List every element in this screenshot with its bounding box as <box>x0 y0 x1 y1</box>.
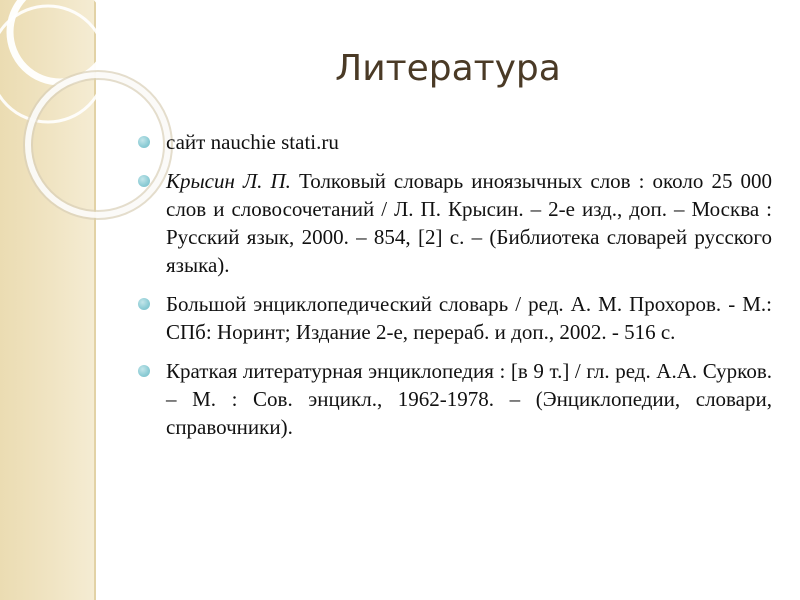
item-text: сайт nauchie stati.ru <box>166 130 339 154</box>
item-author: Крысин Л. П. <box>166 169 291 193</box>
list-item <box>136 357 772 441</box>
bullet-circle-icon <box>138 136 150 148</box>
item-text: Толковый словарь иноязычных слов : около 25 000 слов и словосочетаний / Л. П. Крысин. – 2-е изд., доп. – Москва : Русский язык, 2000. – 854, [2] с. – (Библиотека словарей русского языка). <box>166 169 772 277</box>
bibliography-list <box>136 128 772 452</box>
bullet-circle-icon <box>138 365 150 377</box>
bullet-circle-icon <box>138 298 150 310</box>
list-item <box>136 167 772 279</box>
decorative-ring-thin <box>0 6 106 122</box>
item-text: Краткая литературная энциклопедия : [в 9 т.] / гл. ред. А.А. Сурков. – М. : Сов. энцикл., 1962-1978. – (Энциклопедии, словари, справочники). <box>166 359 772 439</box>
list-item <box>136 128 772 156</box>
bullet-circle-icon <box>138 175 150 187</box>
slide-title: Литература <box>335 48 561 89</box>
list-item <box>136 290 772 346</box>
item-text: Большой энциклопедический словарь / ред. А. М. Прохоров. - М.: СПб: Норинт; Издание 2-е, перераб. и доп., 2002. - 516 с. <box>166 292 772 344</box>
